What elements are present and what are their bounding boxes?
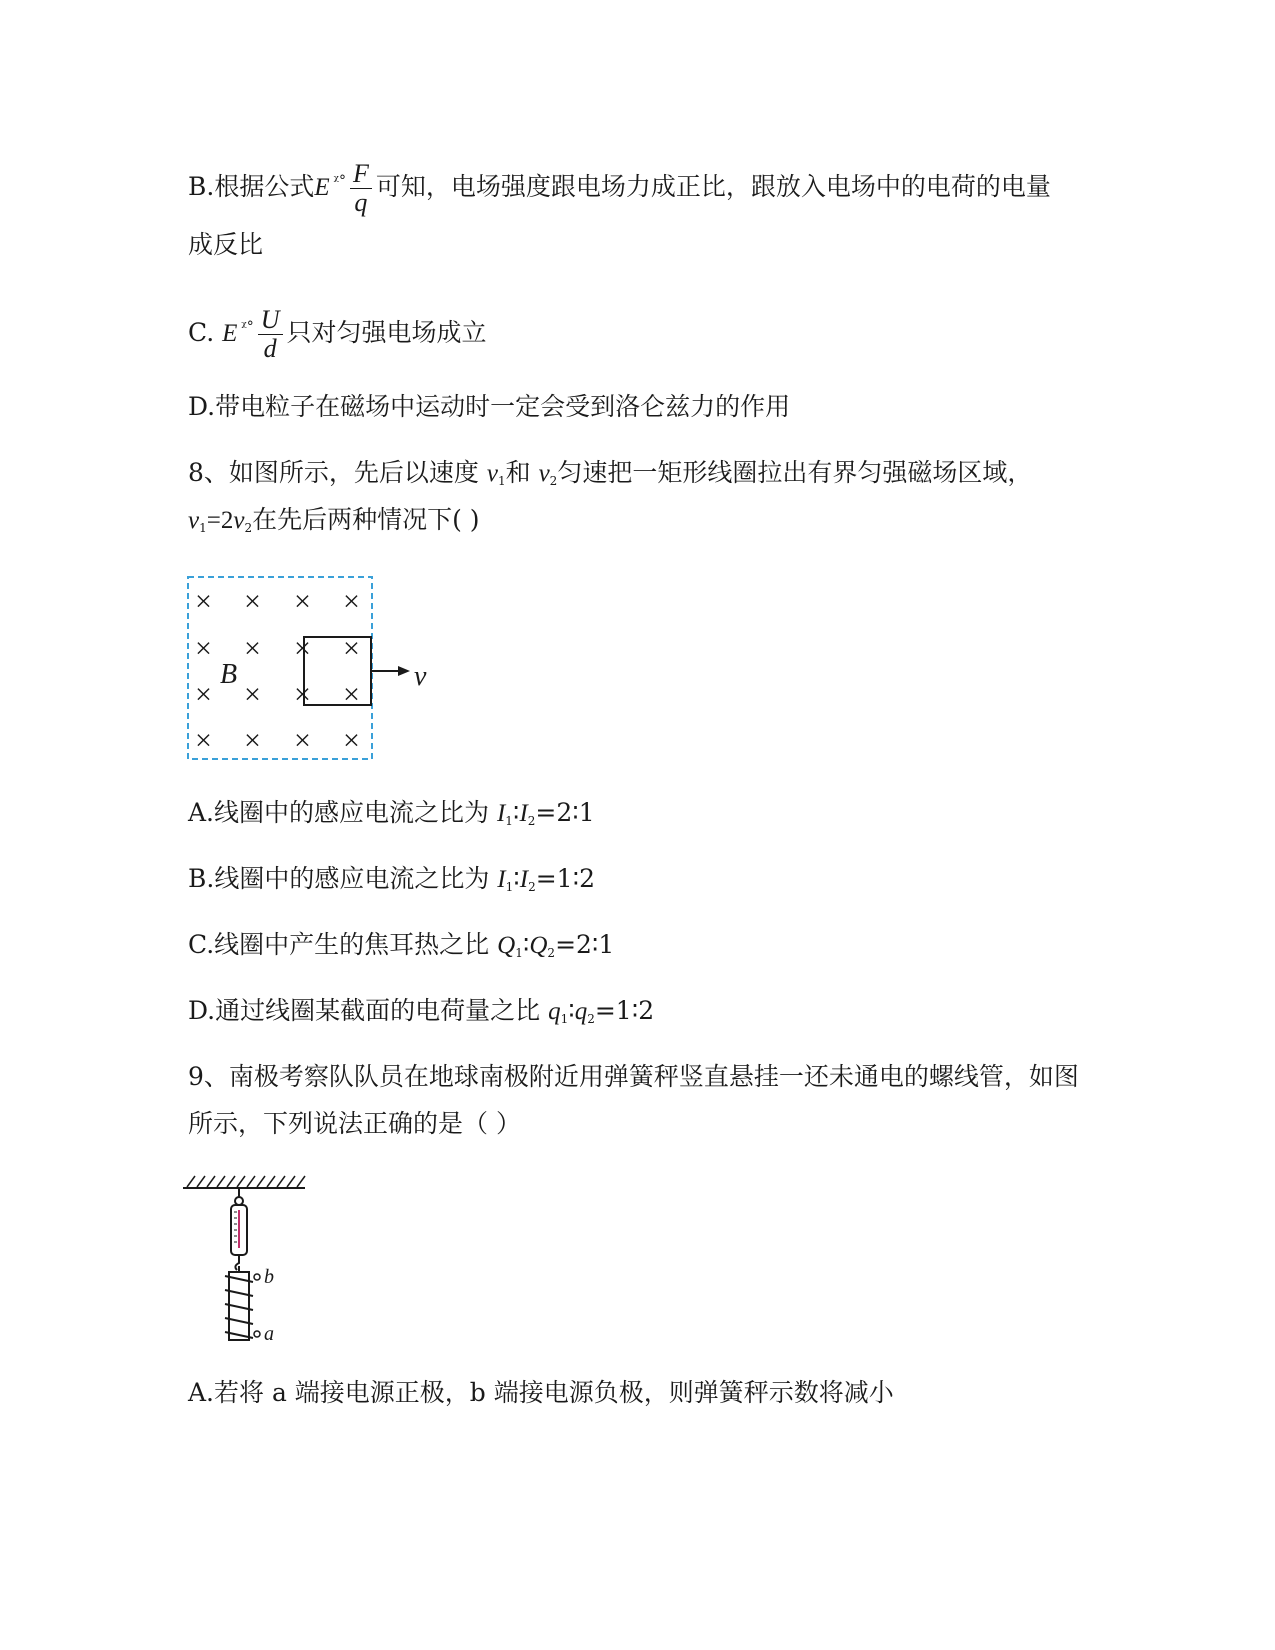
q8-a-prefix: A.线圈中的感应电流之比为 bbox=[188, 798, 497, 827]
q8-rel-v1: v bbox=[188, 507, 200, 534]
q7-b-numerator: F bbox=[350, 160, 372, 189]
cross-mark: × bbox=[343, 632, 360, 665]
q8-a-tail: =2∶1 bbox=[535, 798, 595, 827]
q8-option-a bbox=[188, 796, 595, 838]
cross-mark: × bbox=[294, 678, 311, 711]
cross-mark: × bbox=[195, 724, 212, 757]
q9-option-a bbox=[188, 1376, 894, 1410]
q7-c-fraction bbox=[258, 306, 283, 363]
q8-option-b bbox=[188, 862, 595, 904]
field-label: B bbox=[220, 659, 238, 690]
q8-b-var2: I bbox=[519, 866, 529, 893]
q7-b-denominator: q bbox=[354, 188, 368, 217]
cross-mark: × bbox=[294, 724, 311, 757]
q9-stem-line1 bbox=[188, 1060, 1079, 1094]
q8-rel-sub2: 2 bbox=[244, 521, 253, 535]
q8-a-colon: ∶ bbox=[512, 798, 520, 827]
q7-b-fraction bbox=[350, 160, 372, 217]
ceiling-hatching bbox=[187, 1176, 305, 1187]
q8-stem-part3: 在先后两种情况下( ) bbox=[252, 505, 480, 534]
q9-stem-line2 bbox=[188, 1107, 521, 1141]
cross-mark: × bbox=[343, 678, 360, 711]
q8-c-prefix: C.线圈中产生的焦耳热之比 bbox=[188, 930, 498, 959]
q8-stem-part1: 8、如图所示，先后以速度 bbox=[188, 458, 487, 487]
q8-v2-sub: 2 bbox=[549, 474, 558, 488]
q7-option-c bbox=[188, 306, 487, 363]
q7-c-glyph: ᵡ° bbox=[241, 319, 254, 335]
q9-spring-scale-figure bbox=[183, 1170, 323, 1350]
q8-v1-sub: 1 bbox=[497, 474, 506, 488]
q8-c-colon: ∶ bbox=[522, 930, 530, 959]
q7-d-text: D.带电粒子在磁场中运动时一定会受到洛仑兹力的作用 bbox=[188, 392, 791, 421]
q8-c-tail: =2∶1 bbox=[555, 930, 615, 959]
q7-c-suffix: 只对匀强电场成立 bbox=[286, 318, 487, 347]
q7-b-suffix: 可知，电场强度跟电场力成正比，跟放入电场中的电荷的电量 bbox=[375, 172, 1051, 201]
q8-d-sub1: 1 bbox=[560, 1012, 569, 1026]
q8-b-sub2: 2 bbox=[528, 880, 536, 894]
terminal-b bbox=[254, 1274, 260, 1280]
q9-stem-text2: 所示，下列说法正确的是（ ） bbox=[188, 1109, 521, 1138]
cross-mark: × bbox=[244, 678, 261, 711]
cross-mark: × bbox=[244, 724, 261, 757]
q8-b-sub1: 1 bbox=[505, 880, 514, 894]
cross-mark: × bbox=[294, 632, 311, 665]
q8-b-tail: =1∶2 bbox=[535, 864, 595, 893]
terminal-a-label: a bbox=[264, 1323, 274, 1345]
terminal-a bbox=[254, 1331, 260, 1337]
q8-c-var1: Q bbox=[497, 932, 516, 959]
q8-rel-sub1: 1 bbox=[199, 521, 207, 535]
q7-c-var: E bbox=[222, 320, 238, 347]
q8-a-var1: I bbox=[496, 800, 506, 827]
q8-d-prefix: D.通过线圈某截面的电荷量之比 bbox=[188, 996, 549, 1025]
q8-v1-var: v bbox=[486, 460, 498, 487]
cross-mark: × bbox=[195, 678, 212, 711]
cross-mark: × bbox=[343, 585, 360, 618]
q7-b-glyph: ᵡ° bbox=[333, 173, 346, 189]
q7-option-b bbox=[188, 160, 1051, 217]
q7-c-prefix: C. bbox=[188, 318, 223, 347]
q8-b-colon: ∶ bbox=[513, 864, 520, 893]
q8-rel-eq: =2 bbox=[206, 507, 234, 534]
q8-d-colon: ∶ bbox=[568, 996, 575, 1025]
q8-b-prefix: B.线圈中的感应电流之比为 bbox=[188, 864, 498, 893]
q8-option-c bbox=[188, 928, 614, 970]
q8-c-sub2: 2 bbox=[547, 946, 556, 960]
q8-a-var2: I bbox=[519, 800, 528, 827]
q7-option-d bbox=[188, 390, 790, 424]
q7-b-prefix: B.根据公式 bbox=[188, 172, 315, 201]
q8-c-var2: Q bbox=[529, 932, 548, 959]
q7-b-continuation: 成反比 bbox=[188, 230, 264, 259]
q7-b-var: E bbox=[314, 174, 330, 201]
q8-d-var1: q bbox=[548, 998, 561, 1025]
cross-mark: × bbox=[294, 585, 311, 618]
q8-v2-var: v bbox=[538, 460, 550, 487]
q8-d-var2: q bbox=[574, 998, 588, 1025]
q8-and: 和 bbox=[505, 458, 539, 487]
q8-stem-part2: 匀速把一矩形线圈拉出有界匀强磁场区域， bbox=[557, 458, 1033, 487]
q8-d-tail: =1∶2 bbox=[594, 996, 655, 1025]
q8-c-sub1: 1 bbox=[515, 946, 523, 960]
q8-a-sub2: 2 bbox=[527, 814, 536, 828]
q7-c-denominator: d bbox=[263, 334, 277, 363]
q8-b-var1: I bbox=[497, 866, 506, 893]
velocity-label: v bbox=[414, 661, 427, 692]
q8-magnetic-field-figure bbox=[184, 574, 474, 774]
q8-stem-line1 bbox=[188, 456, 1032, 498]
q8-rel-v2: v bbox=[233, 507, 245, 534]
q8-d-sub2: 2 bbox=[587, 1012, 595, 1026]
velocity-arrowhead bbox=[398, 666, 410, 676]
q8-option-d bbox=[188, 994, 654, 1036]
cross-mark: × bbox=[244, 585, 261, 618]
cross-mark: × bbox=[343, 724, 360, 757]
cross-mark: × bbox=[195, 632, 212, 665]
q8-stem-line2 bbox=[188, 503, 480, 545]
cross-mark: × bbox=[195, 585, 212, 618]
q9-a-text: A.若将 a 端接电源正极，b 端接电源负极，则弹簧秤示数将减小 bbox=[188, 1378, 894, 1407]
q7-option-b-cont bbox=[188, 228, 263, 262]
top-ring bbox=[235, 1197, 243, 1205]
cross-mark: × bbox=[244, 632, 261, 665]
terminal-b-label: b bbox=[264, 1266, 274, 1288]
q9-stem-text1: 9、南极考察队队员在地球南极附近用弹簧秤竖直悬挂一还未通电的螺线管，如图 bbox=[188, 1062, 1079, 1091]
q8-a-sub1: 1 bbox=[505, 814, 513, 828]
q7-c-numerator: U bbox=[258, 306, 283, 335]
rectangular-coil bbox=[304, 637, 371, 705]
